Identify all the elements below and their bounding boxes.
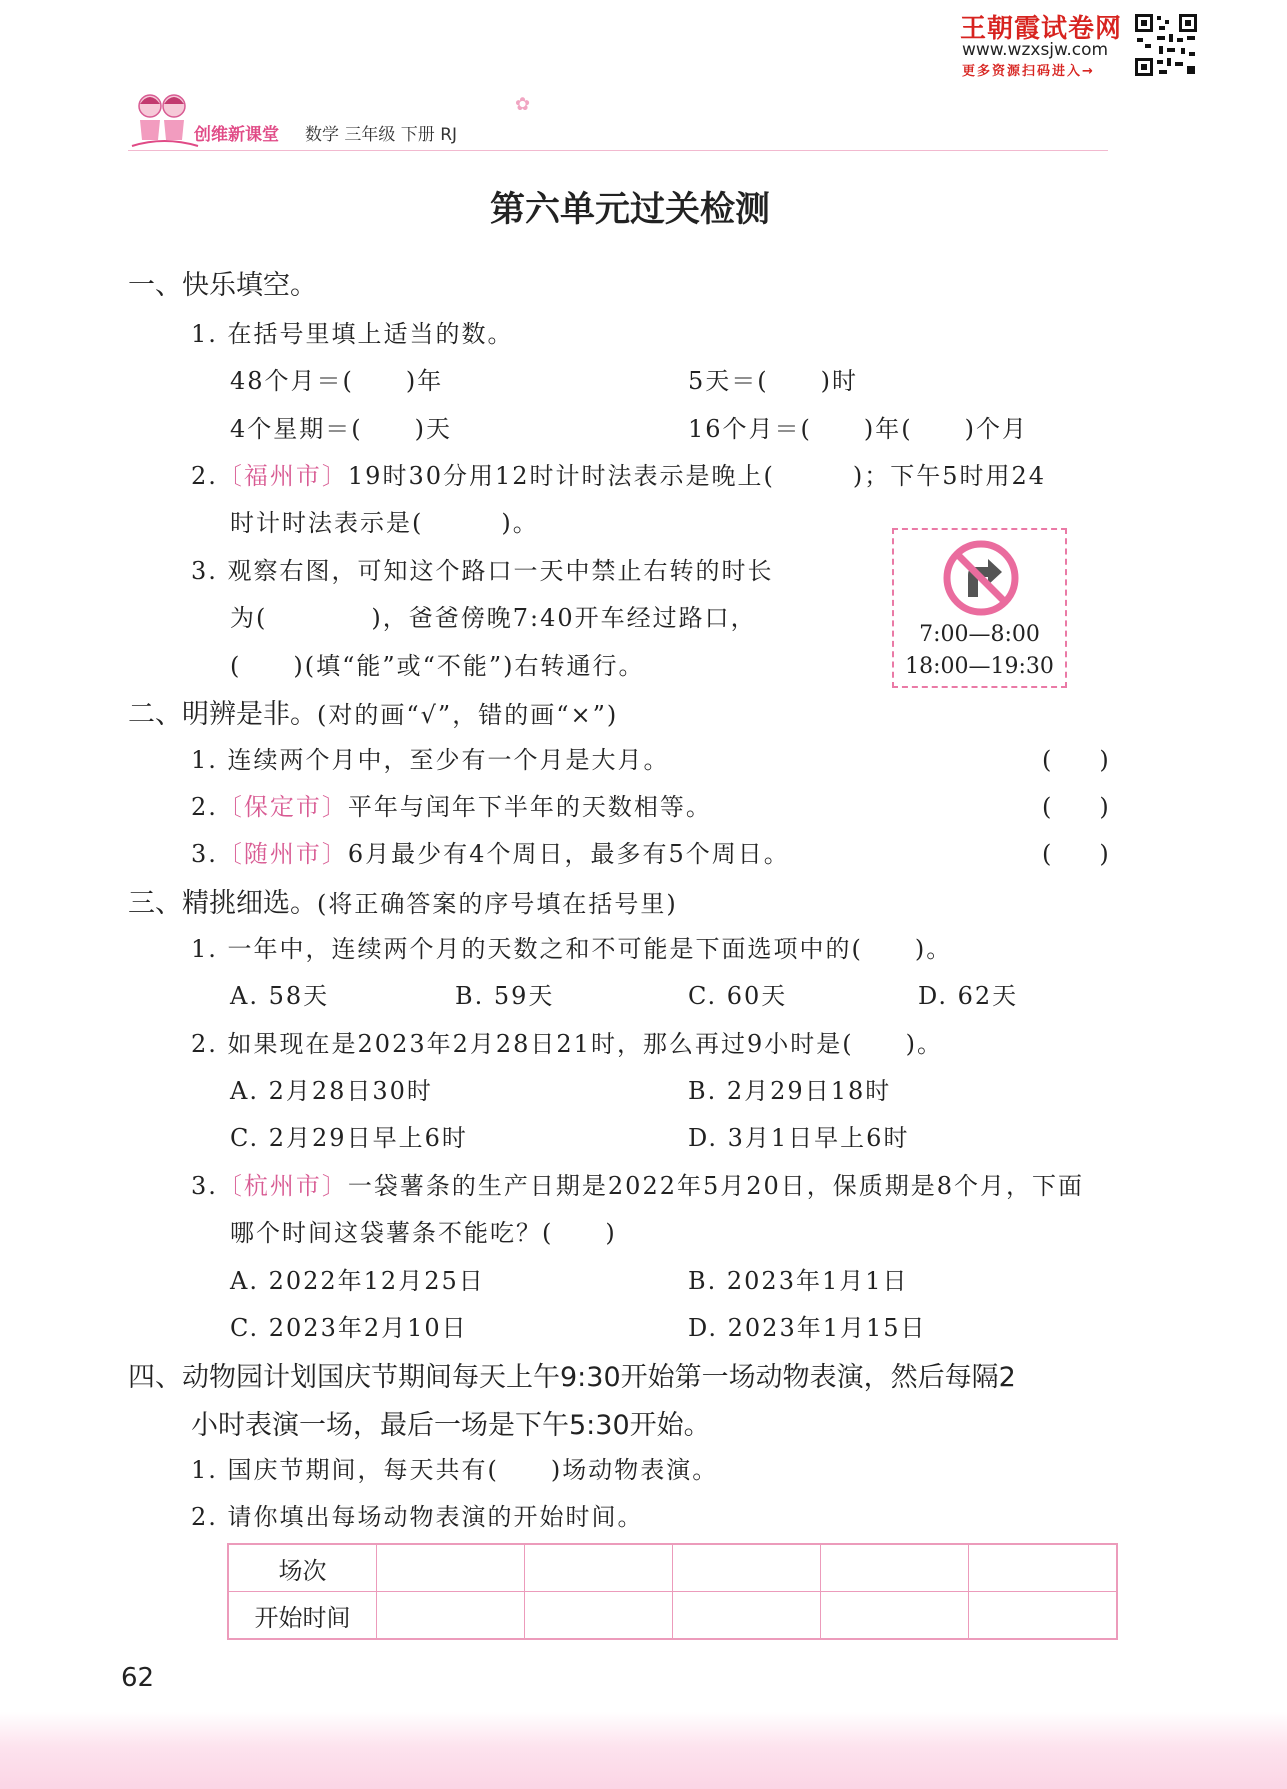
option-c: C. 2月29日早上6时 xyxy=(230,1124,468,1152)
option-d: D. 62天 xyxy=(918,982,1019,1010)
sign-time-morning: 7:00—8:00 xyxy=(919,622,1040,647)
question-number: 2. xyxy=(191,793,218,821)
answer-paren-3[interactable]: ( ) xyxy=(1042,840,1109,868)
question-1-1: 1. 在括号里填上适当的数。 xyxy=(191,320,514,348)
judge-2 xyxy=(191,787,712,822)
page-title: 第六单元过关检测 xyxy=(489,190,770,230)
judge-1: 1. 连续两个月中，至少有一个月是大月。 xyxy=(191,746,670,774)
option-b: B. 2023年1月1日 xyxy=(688,1267,909,1295)
option-d: D. 3月1日早上6时 xyxy=(688,1124,910,1152)
option-a: A. 2022年12月25日 xyxy=(230,1267,485,1295)
fill-16-months[interactable]: 16个月＝( )年( )个月 xyxy=(688,415,1028,443)
option-c: C. 2023年2月10日 xyxy=(230,1314,468,1342)
series-name: 创维新课堂 xyxy=(194,125,279,145)
option-d: D. 2023年1月15日 xyxy=(688,1314,927,1342)
question-number: 3. xyxy=(191,840,218,868)
region-tag: 〔杭州市〕 xyxy=(217,1172,348,1200)
schedule-table xyxy=(227,1543,1118,1640)
question-1-3-line2[interactable]: 为( )，爸爸傍晚7:40开车经过路口， xyxy=(230,604,757,632)
header-divider xyxy=(128,150,1108,151)
option-a: A. 2月28日30时 xyxy=(230,1077,433,1105)
question-number: 2. xyxy=(191,462,218,490)
table-row xyxy=(228,1592,1117,1640)
question-1-2-cont[interactable]: 时计时法表示是( )。 xyxy=(230,509,539,537)
qr-code-icon[interactable] xyxy=(1133,12,1199,78)
question-text: 6月最少有4个周日，最多有5个周日。 xyxy=(347,840,790,868)
fill-4-weeks[interactable]: 4个星期＝( )天 xyxy=(230,415,452,443)
start-time-cell[interactable] xyxy=(673,1592,821,1640)
mascot-kids-icon xyxy=(128,88,200,154)
word-question-2: 2. 请你填出每场动物表演的开始时间。 xyxy=(191,1503,644,1531)
question-1-3-line3[interactable]: ( )(填“能”或“不能”)右转通行。 xyxy=(230,652,645,680)
start-time-cell[interactable] xyxy=(969,1592,1118,1640)
choice-question-3 xyxy=(191,1166,1084,1201)
section-note: (对的画“√”，错的画“×”) xyxy=(317,701,619,729)
footer-band xyxy=(0,1712,1287,1789)
brand-url[interactable]: www.wzxsjw.com xyxy=(962,40,1109,60)
choice-question-3-cont[interactable]: 哪个时间这袋薯条不能吃？( ) xyxy=(230,1219,617,1247)
page-number: 62 xyxy=(121,1663,155,1693)
no-right-turn-icon xyxy=(942,539,1020,617)
question-1-2[interactable] xyxy=(191,456,1046,491)
fill-5-days[interactable]: 5天＝( )时 xyxy=(688,367,858,395)
choice-question-2[interactable]: 2. 如果现在是2023年2月28日21时，那么再过9小时是( )。 xyxy=(191,1030,943,1058)
start-time-cell[interactable] xyxy=(377,1592,525,1640)
table-row xyxy=(228,1544,1117,1592)
region-tag: 〔福州市〕 xyxy=(217,462,348,490)
session-cell[interactable] xyxy=(525,1544,673,1592)
section-note: (将正确答案的序号填在括号里) xyxy=(317,890,678,918)
section-4-heading: 四、动物园计划国庆节期间每天上午9:30开始第一场动物表演，然后每隔2 xyxy=(128,1362,1016,1393)
judge-3 xyxy=(191,834,790,869)
region-tag: 〔保定市〕 xyxy=(217,793,348,821)
decoration-flower-icon: ✿ xyxy=(515,94,531,115)
region-tag: 〔随州市〕 xyxy=(217,840,348,868)
brand-name: 王朝霞试卷网 xyxy=(960,14,1123,44)
fill-48-months[interactable]: 48个月＝( )年 xyxy=(230,367,444,395)
answer-paren-1[interactable]: ( ) xyxy=(1042,746,1109,774)
answer-paren-2[interactable]: ( ) xyxy=(1042,793,1109,821)
sign-time-evening: 18:00—19:30 xyxy=(905,654,1054,679)
session-cell[interactable] xyxy=(821,1544,969,1592)
question-text: 平年与闰年下半年的天数相等。 xyxy=(347,793,712,821)
word-question-1[interactable]: 1. 国庆节期间，每天共有( )场动物表演。 xyxy=(191,1456,719,1484)
option-b: B. 2月29日18时 xyxy=(688,1077,892,1105)
course-info: 数学 三年级 下册 RJ xyxy=(305,125,458,145)
option-c: C. 60天 xyxy=(688,982,788,1010)
start-time-cell[interactable] xyxy=(525,1592,673,1640)
start-time-cell[interactable] xyxy=(821,1592,969,1640)
section-2-heading xyxy=(128,692,618,731)
brand-tip: 更多资源扫码进入→ xyxy=(962,64,1095,79)
question-text: 一袋薯条的生产日期是2022年5月20日，保质期是8个月，下面 xyxy=(347,1172,1085,1200)
row-header-start-time: 开始时间 xyxy=(228,1592,377,1640)
session-cell[interactable] xyxy=(377,1544,525,1592)
section-title: 三、精挑细选。 xyxy=(128,888,317,919)
question-1-3: 3. 观察右图，可知这个路口一天中禁止右转的时长 xyxy=(191,557,774,585)
session-cell[interactable] xyxy=(673,1544,821,1592)
question-text: 19时30分用12时计时法表示是晚上( )；下午5时用24 xyxy=(347,462,1047,490)
option-a: A. 58天 xyxy=(230,982,330,1010)
row-header-session: 场次 xyxy=(228,1544,377,1592)
section-1-heading: 一、快乐填空。 xyxy=(128,270,317,301)
section-3-heading xyxy=(128,881,678,920)
choice-question-1[interactable]: 1. 一年中，连续两个月的天数之和不可能是下面选项中的( )。 xyxy=(191,935,953,963)
session-cell[interactable] xyxy=(969,1544,1118,1592)
section-4-heading-cont: 小时表演一场，最后一场是下午5:30开始。 xyxy=(191,1410,711,1441)
section-title: 二、明辨是非。 xyxy=(128,699,317,730)
question-number: 3. xyxy=(191,1172,218,1200)
option-b: B. 59天 xyxy=(455,982,555,1010)
